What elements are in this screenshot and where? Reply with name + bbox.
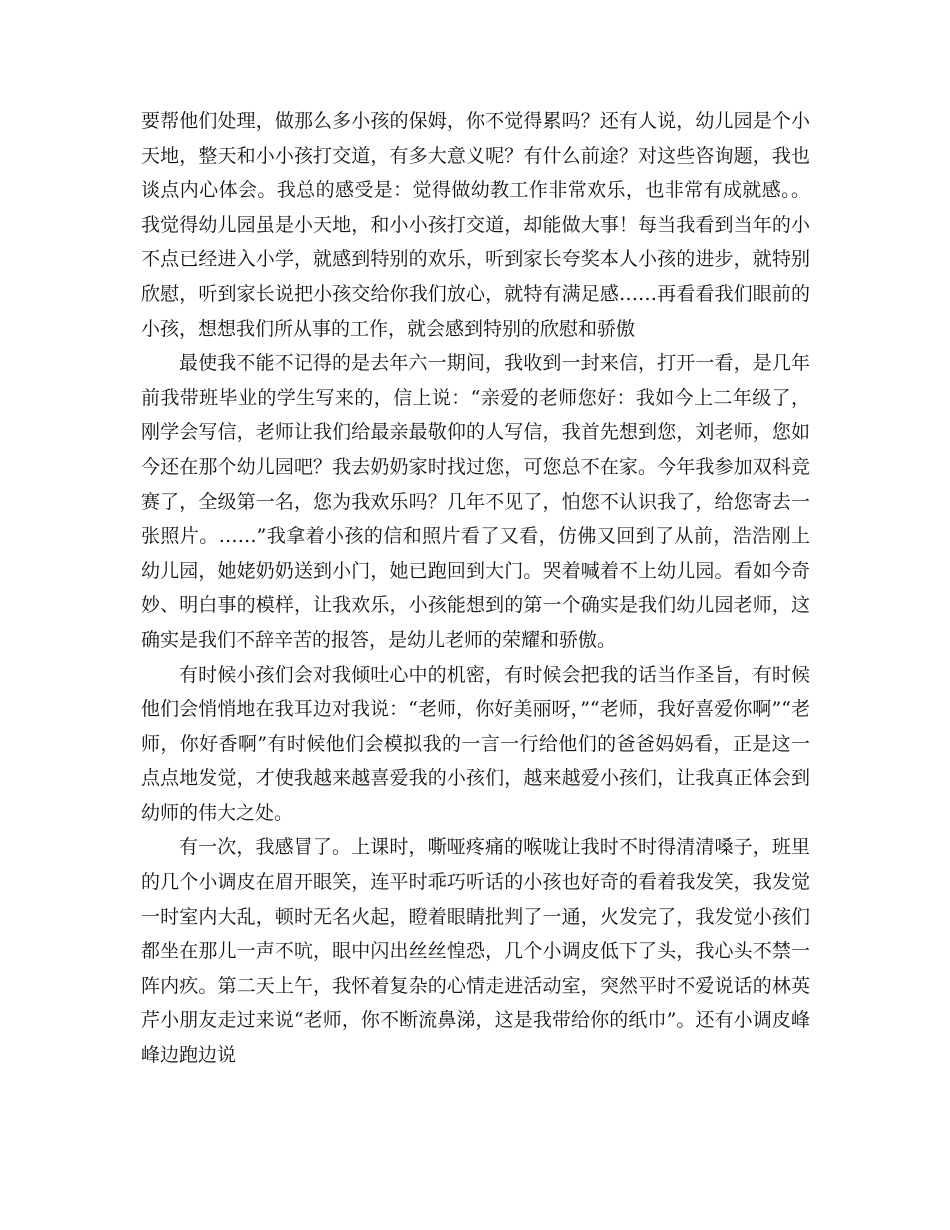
paragraph-letter: 最使我不能不记得的是去年六一期间，我收到一封来信，打开一看，是几年前我带班毕业的学生写来的，信上说：“亲爱的老师您好：我如今上二年级了，刚学会写信，老师让我们给最亲最敬仰的人写信，我首先想到您，刘老师，您如今还在那个幼儿园吧？我去奶奶家时找过您，可您总不在家。今年我参加双科竞赛了，全级第一名，您为我欢乐吗？几年不见了，怕您不认识我了，给您寄去一张照片。……”我拿着小孩的信和照片看了又看，仿佛又回到了从前，浩浩刚上幼儿园，她姥奶奶送到小门，她已跑回到大门。哭着喊着不上幼儿园。看如今奇妙、明白事的模样，让我欢乐，小孩能想到的第一个确实是我们幼儿园老师，这确实是我们不辞辛苦的报答，是幼儿老师的荣耀和骄傲。 [141, 352, 810, 651]
document-page [141, 104, 810, 1073]
paragraph-cold: 有一次，我感冒了。上课时，嘶哑疼痛的喉咙让我时不时得清清嗓子，班里的几个小调皮在眉开眼笑，连平时乖巧听话的小孩也好奇的看着我发笑，我发觉一时室内大乱，顿时无名火起，瞪着眼睛批判了一通，火发完了，我发觉小孩们都坐在那儿一声不吭，眼中闪出丝丝惶恐，几个小调皮低下了头，我心头不禁一阵内疚。第二天上午，我怀着复杂的心情走进活动室，突然平时不爱说话的林英芹小朋友走过来说“老师，你不断流鼻涕，这是我带给你的纸巾”。还有小调皮峰峰边跑边说 [141, 836, 810, 1067]
paragraph-continuation: 要帮他们处理，做那么多小孩的保姆，你不觉得累吗？还有人说，幼儿园是个小天地，整天和小小孩打交道，有多大意义呢？有什么前途？对这些咨询题，我也谈点内心体会。我总的感受是：觉得做幼教工作非常欢乐，也非常有成就感。。我觉得幼儿园虽是小天地，和小小孩打交道，却能做大事！每当我看到当年的小不点已经进入小学，就感到特别的欢乐，听到家长夸奖本人小孩的进步，就特别欣慰，听到家长说把小孩交给你我们放心，就特有满足感……再看看我们眼前的小孩，想想我们所从事的工作，就会感到特别的欣慰和骄傲 [141, 110, 810, 340]
paragraph-secrets: 有时候小孩们会对我倾吐心中的机密，有时候会把我的话当作圣旨，有时候他们会悄悄地在我耳边对我说：“老师，你好美丽呀，”“老师，我好喜爱你啊”“老师，你好香啊”有时候他们会模拟我的一言一行给他们的爸爸妈妈看，正是这一点点地发觉，才使我越来越喜爱我的小孩们，越来越爱小孩们，让我真正体会到幼师的伟大之处。 [141, 663, 810, 824]
